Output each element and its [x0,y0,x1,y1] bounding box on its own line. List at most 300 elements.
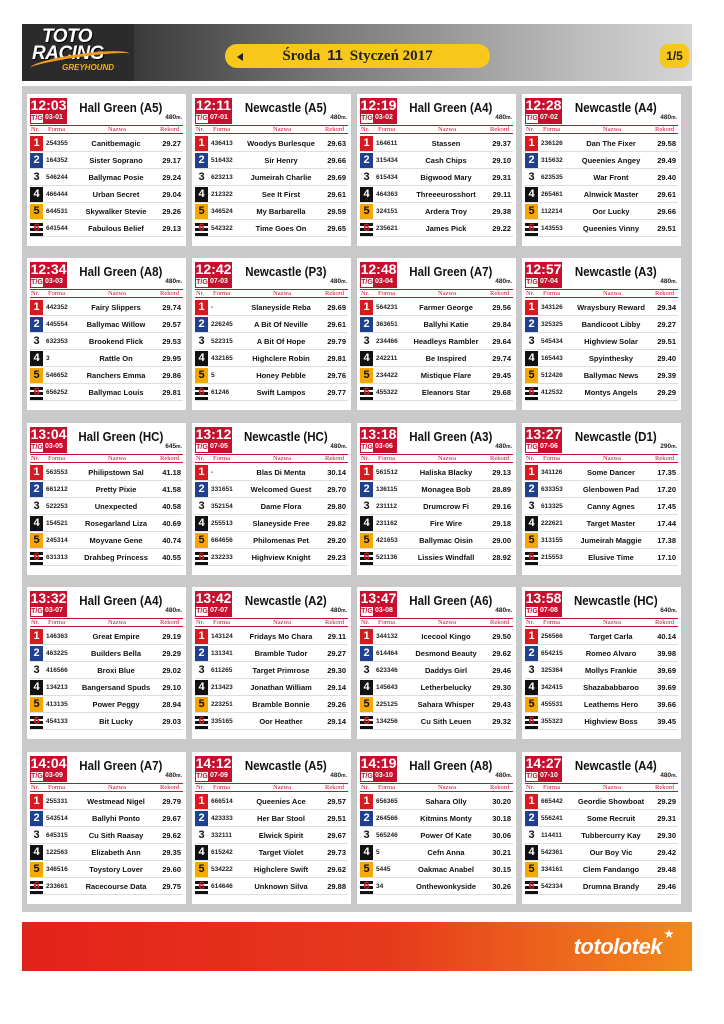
runner-record: 29.20 [327,536,346,545]
runner-row [30,861,183,878]
runner-form: 545434 [541,338,563,345]
runner-form: 222621 [541,520,563,527]
col-rekord-header: Rekord [655,290,675,297]
col-rekord-header: Rekord [325,784,345,791]
trap-number: 4 [360,680,373,695]
trap-number: 5 [360,533,373,548]
runner-row [360,481,513,498]
race-distance [330,607,347,614]
runner-record: 29.10 [492,156,511,165]
runner-row [30,515,183,532]
runner-record: 29.65 [327,224,346,233]
runner-row [525,203,678,220]
runner-record: 29.34 [657,303,676,312]
race-time-box [30,98,67,124]
runner-record: 29.26 [162,207,181,216]
race-code: 03-01 [45,114,63,121]
runner-record: 29.79 [327,337,346,346]
runner-form: 546244 [46,174,68,181]
runner-record: 29.60 [162,865,181,874]
col-forma-header: Forma [378,619,395,626]
col-forma-header: Forma [213,784,230,791]
runner-name: Highview Solar [584,337,638,346]
runner-record: 29.43 [492,700,511,709]
runner-form: 226245 [211,321,233,328]
runner-row [360,696,513,713]
runner-list [195,464,348,566]
runner-form: 342415 [541,684,563,691]
runner-record: 29.70 [327,485,346,494]
race-distance [495,607,512,614]
race-distance-unit: m. [671,444,677,450]
race-track: Hall Green (A3) [409,430,493,444]
trap-number: 4 [195,187,208,202]
race-card-header [522,752,681,782]
runner-record: 29.39 [657,371,676,380]
col-nazwa-header: Nazwa [273,784,292,791]
race-time: 13:47 [360,590,397,606]
tg-label: T/G [196,115,208,122]
trap-number: 3 [30,334,43,349]
runner-name: Power Of Kate [420,831,472,840]
runner-name: Bigwood Mary [420,173,472,182]
trap-number: 2 [30,153,43,168]
race-distance [165,278,182,285]
runner-row [525,827,678,844]
col-rekord-header: Rekord [325,126,345,133]
runner-name: Bramble Bonnie [252,700,310,709]
runner-form: 645315 [46,832,68,839]
runner-form: 615242 [211,849,233,856]
col-nazwa-header: Nazwa [273,290,292,297]
runner-row [525,662,678,679]
trap-number: 3 [195,828,208,843]
runner-record: 29.77 [327,388,346,397]
col-rekord-header: Rekord [160,784,180,791]
race-track: Hall Green (A4) [79,594,163,608]
race-code: 03-02 [375,114,393,121]
race-card-header [522,423,681,453]
runner-row [360,464,513,481]
runner-form: - [211,469,214,476]
runner-record: 29.69 [327,173,346,182]
race-distance [660,114,677,121]
race-distance-value: 290 [660,443,672,450]
race-card [357,94,516,246]
race-card [27,258,186,410]
runner-record: 29.56 [492,303,511,312]
race-card-header [27,587,186,617]
runner-name: Desmond Beauty [415,649,477,658]
runner-record: 29.59 [327,207,346,216]
col-rekord-header: Rekord [160,126,180,133]
runner-list [195,628,348,730]
tg-label: T/G [526,608,538,615]
runner-name: Canitbemagic [91,139,141,148]
runner-form: 234422 [376,372,398,379]
runner-name: Highview Boss [584,717,638,726]
runner-name: Ballyhi Ponto [92,814,140,823]
trap-number: 6 [30,221,43,236]
trap-number: 1 [525,794,538,809]
runner-form: 564231 [376,304,398,311]
runner-record: 41.58 [162,485,181,494]
runner-name: Bandicoot Libby [581,320,641,329]
runner-form: 455531 [541,701,563,708]
runner-form: 235621 [376,225,398,232]
runner-form: 334161 [541,866,563,873]
runner-record: 29.51 [327,814,346,823]
runner-record: 29.46 [657,882,676,891]
runner-row [195,810,348,827]
col-nazwa-header: Nazwa [603,619,622,626]
trap-number: 6 [360,879,373,894]
col-forma-header: Forma [213,619,230,626]
runner-name: Blas Di Menta [256,468,306,477]
runner-record: 29.81 [162,388,181,397]
runner-form: 264566 [376,815,398,822]
col-forma-header: Forma [48,455,65,462]
trap-number: 2 [195,153,208,168]
runner-record: 40.14 [657,632,676,641]
totolotek-wordmark: totolotek [573,934,662,959]
runner-form: 512426 [541,372,563,379]
runner-row [525,316,678,333]
race-code: 03-10 [375,772,393,779]
runner-name: James Pick [425,224,467,233]
runner-name: Ardera Troy [424,207,468,216]
race-distance [165,607,182,614]
runner-name: Icecool Kingo [421,632,471,641]
runner-record: 39.98 [657,649,676,658]
runner-record: 29.42 [657,848,676,857]
trap-number: 2 [360,482,373,497]
race-track: Newcastle (A4) [574,101,657,115]
col-forma-header: Forma [378,784,395,791]
date-day: Środa [282,48,321,64]
runner-record: 29.51 [657,337,676,346]
runner-record: 29.64 [492,337,511,346]
runner-row [30,549,183,566]
col-rekord-header: Rekord [325,619,345,626]
runner-form: 623213 [211,174,233,181]
runner-form: 565246 [376,832,398,839]
runner-form: 344132 [376,633,398,640]
runner-name: Stassen [431,139,461,148]
runner-record: 29.82 [327,519,346,528]
runner-record: 28.92 [492,553,511,562]
runner-form: 543514 [46,815,68,822]
runner-row [525,220,678,237]
runner-name: Fabulous Belief [88,224,144,233]
col-forma-header: Forma [48,126,65,133]
trap-number: 6 [525,221,538,236]
runner-name: Oor Lucky [592,207,630,216]
runner-record: 29.45 [492,371,511,380]
col-rekord-header: Rekord [655,126,675,133]
col-forma-header: Forma [48,619,65,626]
col-nazwa-header: Nazwa [108,619,127,626]
runner-list [525,793,678,895]
trap-number: 4 [525,680,538,695]
runner-record: 29.66 [657,207,676,216]
runner-form: 254355 [46,140,68,147]
race-card [357,752,516,904]
trap-number: 4 [525,187,538,202]
runner-name: Highclere Robin [252,354,310,363]
trap-number: 4 [30,680,43,695]
runner-form: 633353 [541,486,563,493]
runner-form: 423333 [211,815,233,822]
runner-row [360,878,513,895]
tg-label: T/G [526,115,538,122]
race-distance-value: 480 [165,278,177,285]
col-nr-header: Nr. [31,126,40,133]
race-time-box [30,427,67,453]
trap-number: 1 [360,794,373,809]
runner-row [525,878,678,895]
trap-number: 1 [30,794,43,809]
runner-record: 29.79 [162,797,181,806]
runner-row [30,844,183,861]
runner-row [195,220,348,237]
race-track: Newcastle (A5) [244,101,327,115]
race-distance-value: 480 [330,772,342,779]
runner-form: 122563 [46,849,68,856]
col-nazwa-header: Nazwa [438,290,457,297]
runner-row [195,515,348,532]
race-row-band [22,86,692,254]
runner-record: 29.49 [657,156,676,165]
runner-form: 445554 [46,321,68,328]
col-nr-header: Nr. [526,126,535,133]
col-forma-header: Forma [213,290,230,297]
trap-number: 5 [30,368,43,383]
runner-name: Woodys Burlesque [247,139,315,148]
runner-row [30,169,183,186]
runner-record: 28.94 [162,700,181,709]
runner-row [360,135,513,152]
race-track: Hall Green (A6) [409,594,493,608]
runner-record: 29.22 [492,224,511,233]
col-nr-header: Nr. [361,455,370,462]
trap-number: 6 [195,385,208,400]
race-distance-value: 480 [660,772,672,779]
runner-row [360,645,513,662]
runner-name: Target Master [586,519,636,528]
runner-form: 615434 [376,174,398,181]
runner-form: 664656 [211,537,233,544]
race-code: 07-10 [540,772,558,779]
runner-record: 29.04 [162,190,181,199]
toto-racing-logo [28,28,132,78]
runner-form: 234466 [376,338,398,345]
trap-number: 6 [360,714,373,729]
runner-form: 164611 [376,140,398,147]
race-track: Newcastle (A3) [574,265,657,279]
race-track: Newcastle (HC) [243,430,328,444]
race-distance-value: 480 [330,114,342,121]
race-distance-unit: m. [341,608,347,614]
runner-record: 29.32 [492,717,511,726]
race-distance [330,278,347,285]
col-nr-header: Nr. [361,784,370,791]
runner-form: 516432 [211,157,233,164]
race-card-header [192,752,351,782]
race-time: 14:19 [360,755,397,771]
runner-name: Dan The Fixer [586,139,636,148]
trap-number: 3 [525,170,538,185]
race-distance-unit: m. [506,444,512,450]
runner-name: Fairy Slippers [91,303,141,312]
trap-number: 5 [195,204,208,219]
runner-record: 29.27 [162,139,181,148]
runner-row [195,827,348,844]
race-track: Newcastle (A2) [244,594,327,608]
runner-record: 17.45 [657,502,676,511]
runner-list [360,628,513,730]
runner-row [195,203,348,220]
runner-row [525,515,678,532]
race-card [357,258,516,410]
trap-number: 3 [360,499,373,514]
runner-row [360,220,513,237]
column-headers [360,289,513,298]
runner-form: 5 [211,372,215,379]
runner-row [30,679,183,696]
runner-row [525,333,678,350]
runner-row [360,628,513,645]
runner-form: 331651 [211,486,233,493]
runner-record: 29.35 [162,848,181,857]
race-distance-value: 480 [165,114,177,121]
runner-form: 114411 [541,832,562,839]
trap-number: 1 [360,629,373,644]
trap-number: 2 [525,153,538,168]
runner-record: 17.44 [657,519,676,528]
runner-record: 29.48 [657,865,676,874]
race-distance-value: 640 [660,607,672,614]
runner-form: 542334 [541,883,563,890]
runner-row [525,861,678,878]
trap-number: 1 [360,300,373,315]
runner-name: Our Boy Vic [589,848,633,857]
star-icon [664,929,674,939]
runner-name: Montys Angels [584,388,638,397]
race-card [27,423,186,575]
trap-number: 6 [525,714,538,729]
runner-row [195,333,348,350]
runner-name: Westmead Nigel [87,797,145,806]
trap-number: 2 [195,482,208,497]
runner-form: 542322 [211,225,233,232]
runner-name: Onthewonkyside [415,882,476,891]
runner-name: Sahara Olly [425,797,467,806]
runner-row [30,793,183,810]
runner-form: 315434 [376,157,398,164]
column-headers [525,783,678,792]
runner-record: 29.74 [492,354,511,363]
trap-number: 3 [360,663,373,678]
col-rekord-header: Rekord [490,455,510,462]
runner-row [30,696,183,713]
runner-form: 236126 [541,140,563,147]
runner-name: Her Bar Stool [257,814,305,823]
runner-row [525,152,678,169]
trap-number: 6 [195,550,208,565]
runner-row [195,713,348,730]
runner-row [360,713,513,730]
runner-form: 363651 [376,321,398,328]
runner-list [30,793,183,895]
runner-form: 255513 [211,520,233,527]
runner-record: 29.80 [327,502,346,511]
trap-number: 1 [195,136,208,151]
runner-record: 29.13 [162,224,181,233]
runner-record: 29.11 [327,632,346,641]
trap-number: 4 [30,187,43,202]
runner-name: Cu Sith Raasay [88,831,144,840]
tg-label: T/G [361,608,373,615]
runner-row [360,861,513,878]
runner-row [195,645,348,662]
runner-name: Drumcrow Fi [423,502,469,511]
race-card-header [192,423,351,453]
runner-name: Lissies Windfall [417,553,475,562]
runner-name: Shazababbaroo [583,683,639,692]
runner-form: 666514 [211,798,233,805]
runner-name: Highclere Swift [253,865,309,874]
runner-record: 40.69 [162,519,181,528]
runner-record: 29.62 [327,865,346,874]
col-nazwa-header: Nazwa [603,290,622,297]
runner-row [360,350,513,367]
runner-record: 29.03 [162,717,181,726]
runner-form: 623535 [541,174,563,181]
race-time: 14:04 [30,755,67,771]
runner-record: 29.31 [657,814,676,823]
runner-row [525,628,678,645]
col-nazwa-header: Nazwa [438,126,457,133]
runner-row [30,532,183,549]
runner-row [360,367,513,384]
race-track: Newcastle (HC) [573,594,658,608]
runner-record: 40.55 [162,553,181,562]
runner-record: 17.38 [657,536,676,545]
race-card-header [357,752,516,782]
race-card-header [27,752,186,782]
race-row-band [22,744,692,912]
runner-form: 146363 [46,633,68,640]
runner-name: Headleys Rambler [413,337,479,346]
runner-form: 5 [376,849,380,856]
runner-record: 29.67 [162,814,181,823]
trap-number: 6 [360,550,373,565]
race-time-box [195,262,232,288]
runner-name: Builders Bella [90,649,142,658]
runner-name: Eleanors Star [421,388,471,397]
header-bar [22,24,692,81]
race-code: 03-06 [375,443,393,450]
runner-record: 29.30 [327,666,346,675]
trap-number: 6 [360,221,373,236]
runner-record: 29.19 [162,632,181,641]
trap-number: 6 [525,879,538,894]
trap-number: 3 [195,499,208,514]
race-time: 12:34 [30,261,67,277]
runner-list [525,628,678,730]
runner-form: 223251 [211,701,233,708]
